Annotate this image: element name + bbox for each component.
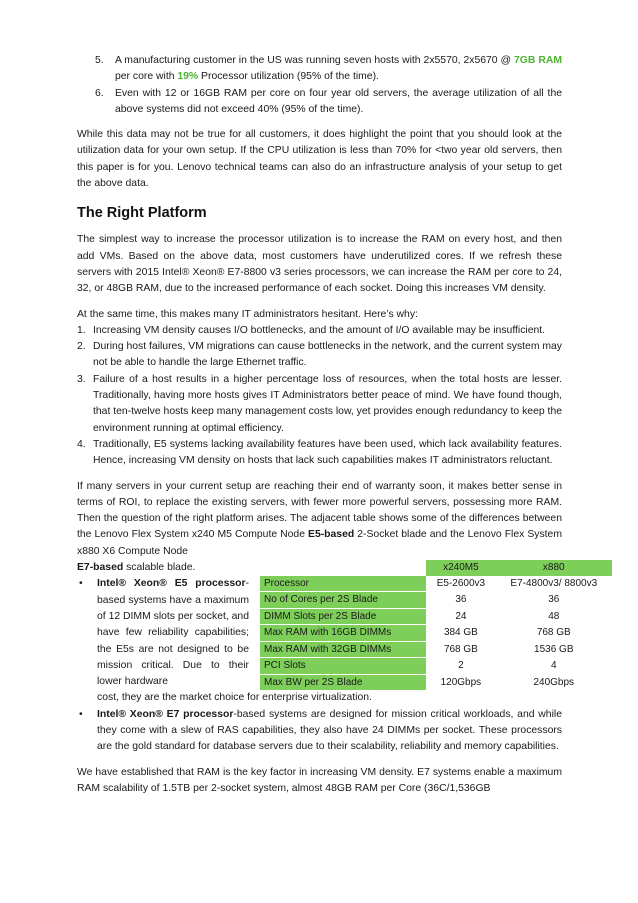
paragraph-utilization: While this data may not be true for all customers, it does highlight the point that you should look at the utilization data for your own setup. If the CPU utilization is less than 70% for <two year old servers, then this paper is for you. Lenovo technical teams can also do an infrastructure analysis of your setup to get the above data. xyxy=(77,129,562,190)
section-heading: The Right Platform xyxy=(77,205,207,222)
table-row: No of Cores per 2S Blade 36 36 xyxy=(260,592,612,609)
bullet-item-e5: • Intel® Xeon® E5 processor-based systems have a maximum of 12 DIMM slots per socket, and have few reliability capabilities; the E5s are not designed to be mission critical. Due to their lower hardware xyxy=(79,578,249,688)
list-item: 5. A manufacturing customer in the US was running seven hosts with 2x5570, 2x5670 @ 7GB RAM per core with 19% Processor utilization (95% of the time). xyxy=(95,55,562,83)
bullet-icon: • xyxy=(79,578,83,590)
table-row: Max RAM with 16GB DIMMs 384 GB 768 GB xyxy=(260,625,612,642)
highlight-7gb-ram: 7GB RAM xyxy=(514,55,562,66)
table-row: PCI Slots 2 4 xyxy=(260,658,612,675)
table-row: Max BW per 2S Blade 120Gbps 240Gbps xyxy=(260,674,612,691)
paragraph-ram-scalability: We have established that RAM is the key factor in increasing VM density. E7 systems enable a maximum RAM scalability of 1.5TB per 2-socket system, almost 48GB RAM per Core (36C/1,536GB xyxy=(77,766,562,794)
comparison-table xyxy=(260,560,612,691)
column-header-x240m5: x240M5 xyxy=(426,560,495,576)
highlight-19-percent: 19% xyxy=(177,71,199,83)
wrapped-text-column: E7-based scalable blade. • Intel® Xeon® E5 processor-based systems have a maximum of 12 DIMM slots per socket, and have few reliability capabilities; the E5s are not designed to be mission critical. Due to their lower hardware xyxy=(77,560,249,690)
bullet-list-e7 xyxy=(77,707,562,756)
table-row: DIMM Slots per 2S Blade 24 48 xyxy=(260,608,612,625)
document-page xyxy=(77,53,598,806)
reasons-list xyxy=(77,323,562,470)
paragraph-platform: The simplest way to increase the processor utilization is to increase the RAM on every host, and then add VMs. Based on the above data, most customers have underutilized cores. If we refresh these servers with 2015 Intel® Xeon® E7-8800 v3 series processors, we can increase the RAM per core to 24, 32, or 48GB RAM, due to the increased performance of each socket. Doing this increases VM density. xyxy=(77,234,562,295)
bullet-list xyxy=(77,576,249,690)
column-header-x880: x880 xyxy=(496,560,612,576)
list-item: 1. Increasing VM density causes I/O bottlenecks, and the amount of I/O available may be insufficient. xyxy=(77,324,546,336)
table-header-row xyxy=(260,560,612,576)
table-row: Processor E5-2600v3 E7-4800v3/ 8800v3 xyxy=(260,576,612,592)
list-item: 4. Traditionally, E5 systems lacking availability features have been used, which lack availability features. Hence, increasing VM density on hosts that lack such capabilities makes IT administrators reluctant. xyxy=(77,438,562,467)
bullet-icon: • xyxy=(79,708,83,720)
list-item: 3. Failure of a host results in a higher percentage loss of resources, when the total hosts are lesser. Traditionally, having more hosts gives IT Administrators better peace of mind. We have found though, that ten-twelve hosts keep many management costs low, yet provides enough redundancy to keep the environment running at optimal efficiency. xyxy=(77,373,562,434)
top-numbered-list xyxy=(77,53,562,118)
paragraph-roi: If many servers in your current setup are reaching their end of warranty soon, it makes better sense in terms of ROI, to replace the existing servers, with fewer more powerful servers, possessing more RAM. Then the question of the right platform arises. The adjacent table shows some of the differences between the Lenovo Flex System x240 M5 Compute Node E5-based 2-Socket blade and the Lenovo Flex System x880 X6 Compute Node xyxy=(77,480,562,557)
list-item: 6. Even with 12 or 16GB RAM per core on four year old servers, the average utilization of all the above systems did not exceed 40% (95% of the time). xyxy=(95,87,562,115)
bullet-item-e7: • Intel® Xeon® E7 processor-based systems are designed for mission critical workloads, and while they come with a slew of RAS capabilities, they also have 24 DIMMs per socket. These processors are the gold standard for database servers due to their scalability, reliability and memory capabilities. xyxy=(79,708,562,753)
bullet-continuation: cost, they are the market choice for enterprise virtualization. xyxy=(97,692,372,704)
paragraph-hesitant: At the same time, this makes many IT administrators hesitant. Here’s why: xyxy=(77,308,418,320)
list-item: 2. During host failures, VM migrations can cause bottlenecks in the network, and the current system may not be able to handle the large Ethernet traffic. xyxy=(77,341,562,369)
table-row: Max RAM with 32GB DIMMs 768 GB 1536 GB xyxy=(260,641,612,658)
table-section xyxy=(77,560,598,690)
